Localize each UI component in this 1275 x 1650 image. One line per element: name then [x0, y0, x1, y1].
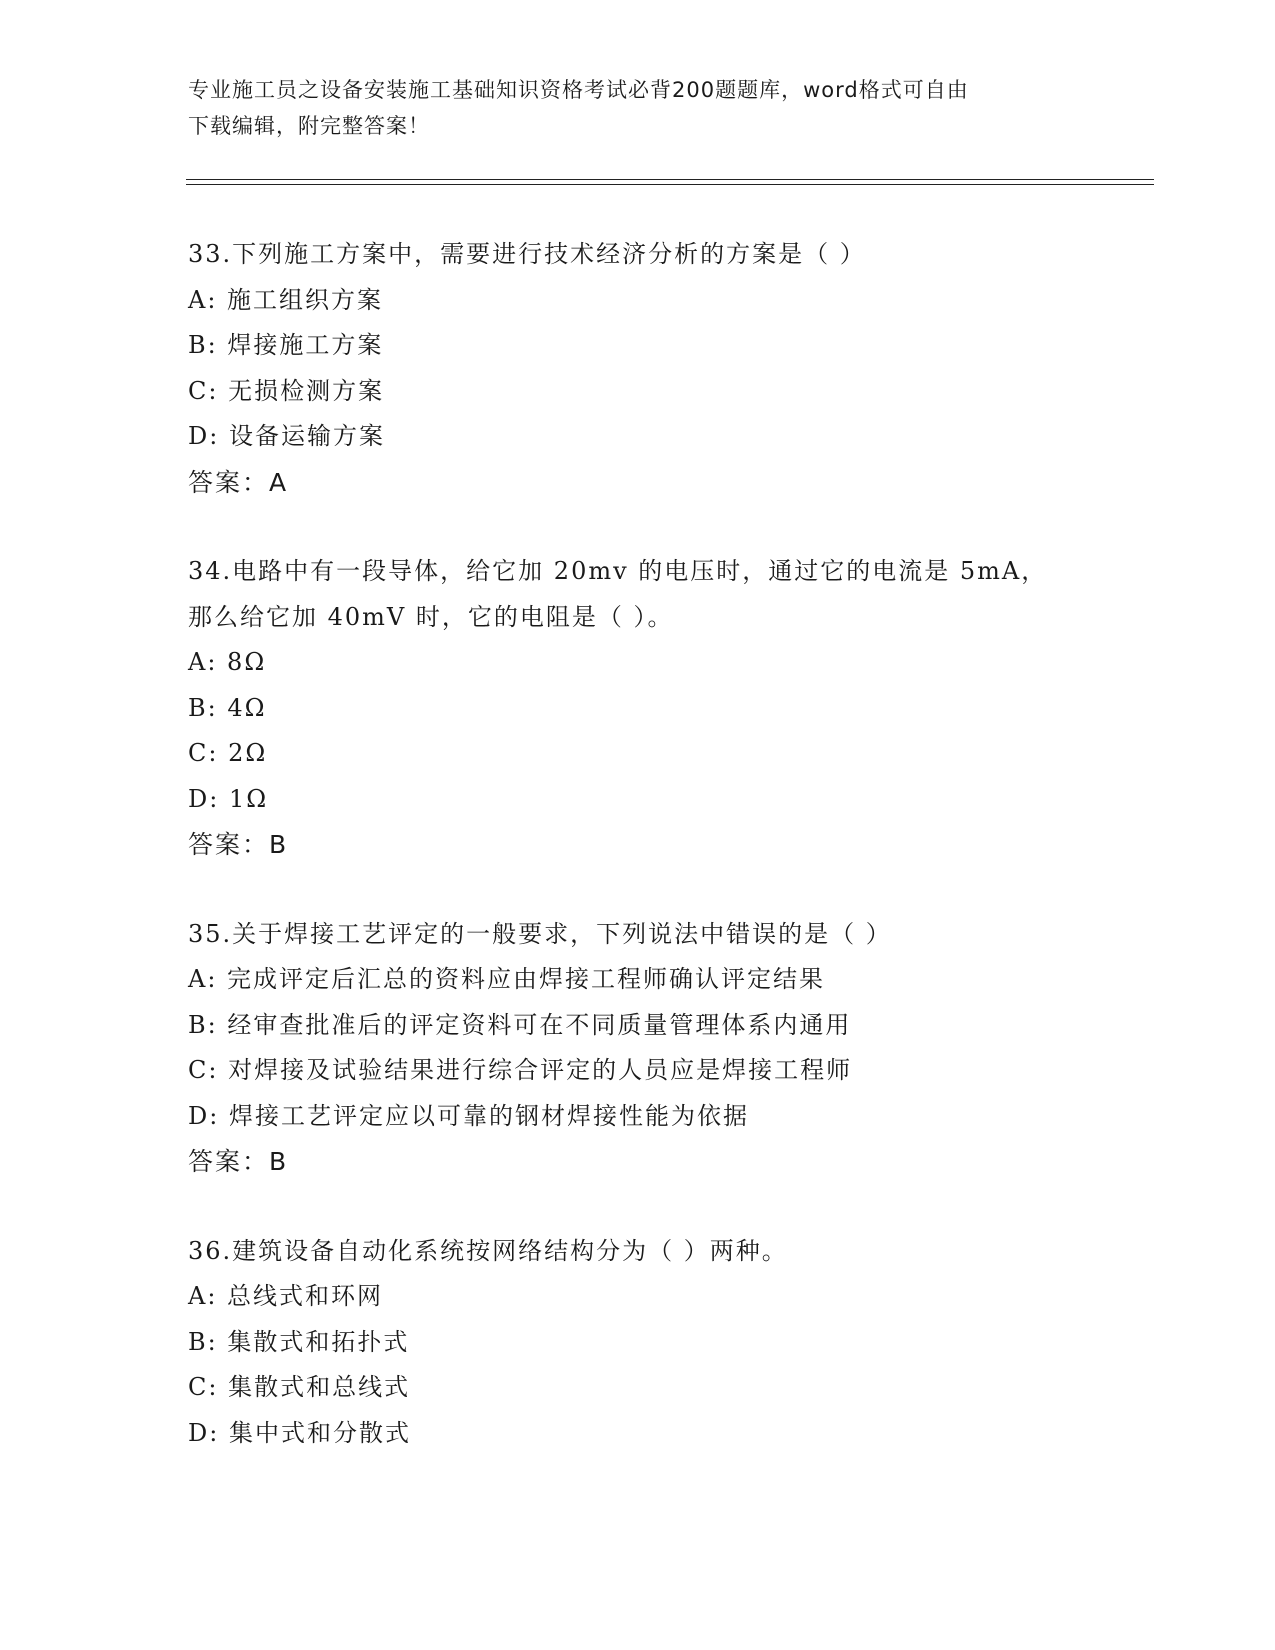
header-divider-bottom	[186, 184, 1154, 185]
option-d: D: 1Ω	[188, 784, 269, 813]
option-a: A: 总线式和环网	[188, 1282, 384, 1310]
question-35	[188, 912, 1148, 1185]
question-stem: 34.电路中有一段导体，给它加 20mv 的电压时，通过它的电流是 5mA，	[188, 557, 1048, 585]
question-list	[188, 232, 1148, 1500]
option-b: B: 集散式和拓扑式	[188, 1327, 410, 1356]
question-stem-continued: 那么给它加 40mV 时，它的电阻是（ ）。	[188, 602, 674, 631]
question-stem: 35.关于焊接工艺评定的一般要求，下列说法中错误的是（ ）	[188, 919, 892, 948]
option-a: A: 完成评定后汇总的资料应由焊接工程师确认评定结果	[188, 965, 826, 993]
option-d: D: 设备运输方案	[188, 422, 385, 450]
option-b: B: 4Ω	[188, 693, 267, 722]
question-36	[188, 1229, 1148, 1457]
answer: 答案：B	[188, 1147, 289, 1176]
option-b: B: 经审查批准后的评定资料可在不同质量管理体系内通用	[188, 1010, 852, 1039]
option-c: C: 对焊接及试验结果进行综合评定的人员应是焊接工程师	[188, 1056, 853, 1084]
question-34	[188, 549, 1148, 868]
document-header	[188, 72, 1068, 144]
question-stem: 33.下列施工方案中，需要进行技术经济分析的方案是（ ）	[188, 240, 866, 268]
question-33	[188, 232, 1148, 505]
answer: 答案：B	[188, 830, 289, 859]
header-divider-top	[186, 179, 1154, 180]
header-line-2: 下载编辑，附完整答案！	[188, 114, 430, 138]
option-a: A: 施工组织方案	[188, 285, 384, 314]
option-a: A: 8Ω	[188, 648, 267, 676]
option-c: C: 集散式和总线式	[188, 1373, 411, 1401]
option-d: D: 焊接工艺评定应以可靠的钢材焊接性能为依据	[188, 1101, 749, 1130]
answer: 答案：A	[188, 467, 289, 497]
option-d: D: 集中式和分散式	[188, 1418, 411, 1447]
question-stem: 36.建筑设备自动化系统按网络结构分为（ ）两种。	[188, 1236, 788, 1265]
option-b: B: 焊接施工方案	[188, 331, 384, 359]
option-c: C: 无损检测方案	[188, 376, 385, 405]
header-line-1: 专业施工员之设备安装施工基础知识资格考试必背200题题库，word格式可自由	[188, 78, 969, 102]
option-c: C: 2Ω	[188, 739, 268, 767]
